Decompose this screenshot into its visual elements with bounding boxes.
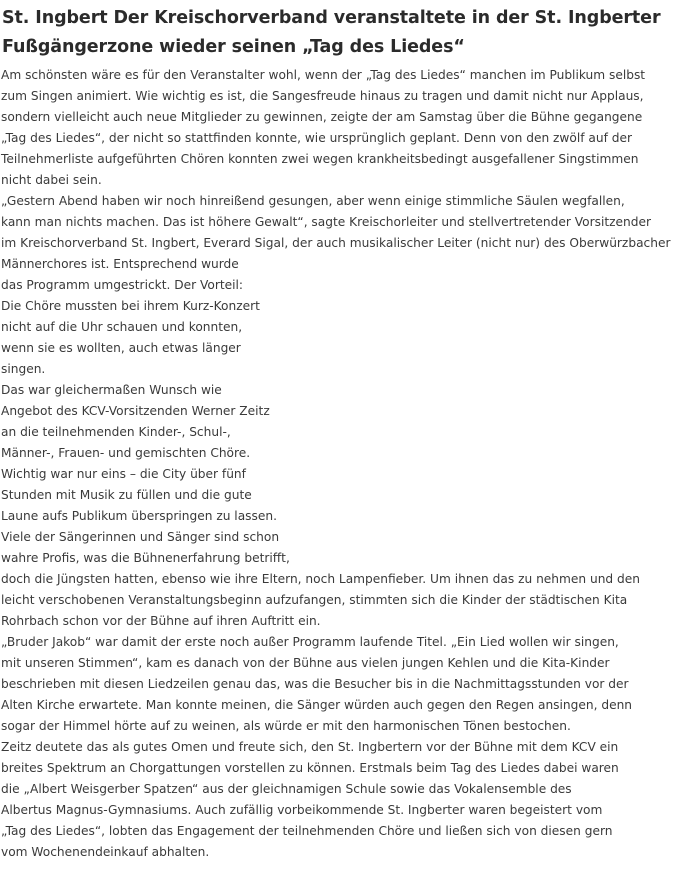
body-line: Rohrbach schon vor der Bühne auf ihren Auftritt ein. [1,614,321,628]
body-line: wahre Profis, was die Bühnenerfahrung betrifft, [1,551,290,565]
body-line: Angebot des KCV-Vorsitzenden Werner Zeitz [1,404,270,418]
body-line: Die Chöre mussten bei ihrem Kurz-Konzert [1,299,260,313]
article-body [0,65,691,863]
body-line: Teilnehmerliste aufgeführten Chören konnten zwei wegen krankheitsbedingt ausgefallener Singstimmen [1,152,639,166]
body-line: „Tag des Liedes“, lobten das Engagement der teilnehmenden Chöre und ließen sich von diesen gern [1,824,613,838]
body-line: nicht dabei sein. [1,173,102,187]
body-line: Laune aufs Publikum überspringen zu lassen. [1,509,277,523]
body-line: im Kreischorverband St. Ingbert, Everard Sigal, der auch musikalischer Leiter (nicht nur) des Oberwürzbacher [1,236,671,250]
body-line: doch die Jüngsten hatten, ebenso wie ihre Eltern, noch Lampenfieber. Um ihnen das zu nehmen und den [1,572,641,586]
body-line: Am schönsten wäre es für den Veranstalter wohl, wenn der „Tag des Liedes“ manchen im Publikum selbst [1,68,646,82]
body-line: sondern vielleicht auch neue Mitglieder zu gewinnen, zeigte der am Samstag über die Bühne gegangene [1,110,643,124]
body-line: Wichtig war nur eins – die City über fünf [1,467,246,481]
body-line: „Bruder Jakob“ war damit der erste noch außer Programm laufende Titel. „Ein Lied wollen wir singen, [1,635,619,649]
headline-line: Fußgängerzone wieder seinen „Tag des Liedes“ [2,37,465,57]
body-line: Alten Kirche erwartete. Man konnte meinen, die Sänger würden auch gegen den Regen ansingen, denn [1,698,633,712]
body-line: breites Spektrum an Chorgattungen vorstellen zu können. Erstmals beim Tag des Liedes dabei waren [1,761,619,775]
body-line: sogar der Himmel hörte auf zu weinen, als würde er mit den harmonischen Tönen bestochen. [1,719,571,733]
body-line: Männer-, Frauen- und gemischten Chöre. [1,446,251,460]
body-line: mit unseren Stimmen“, kam es danach von der Bühne aus vielen jungen Kehlen und die Kita-Kinder [1,656,610,670]
body-line: „Tag des Liedes“, der nicht so stattfinden konnte, wie ursprünglich geplant. Denn von den zwölf auf der [1,131,633,145]
body-line: „Gestern Abend haben wir noch hinreißend gesungen, aber wenn einige stimmliche Säulen wegfallen, [1,194,625,208]
body-line: kann man nichts machen. Das ist höhere Gewalt“, sagte Kreischorleiter und stellvertretender Vorsitzender [1,215,651,229]
headline-line: St. Ingbert Der Kreischorverband veranstaltete in der St. Ingberter [2,8,661,28]
body-line: wenn sie es wollten, auch etwas länger [1,341,241,355]
body-line: singen. [1,362,46,376]
body-line: Viele der Sängerinnen und Sänger sind schon [1,530,280,544]
body-line: vom Wochenendeinkauf abhalten. [1,845,210,859]
body-line: Stunden mit Musik zu füllen und die gute [1,488,252,502]
body-line: das Programm umgestrickt. Der Vorteil: [1,278,244,292]
body-line: Albertus Magnus-Gymnasiums. Auch zufällig vorbeikommende St. Ingberter waren begeistert vom [1,803,603,817]
body-line: Männerchores ist. Entsprechend wurde [1,257,239,271]
body-line: Das war gleichermaßen Wunsch wie [1,383,222,397]
body-line: leicht verschobenen Veranstaltungsbeginn aufzufangen, stimmten sich die Kinder der städtischen Kita [1,593,628,607]
article-headline [0,0,691,62]
body-line: die „Albert Weisgerber Spatzen“ aus der gleichnamigen Schule sowie das Vokalensemble des [1,782,572,796]
body-line: zum Singen animiert. Wie wichtig es ist, die Sangesfreude hinaus zu tragen und damit nicht nur Applaus, [1,89,644,103]
body-line: Zeitz deutete das als gutes Omen und freute sich, den St. Ingbertern vor der Bühne mit dem KCV ein [1,740,619,754]
body-line: nicht auf die Uhr schauen und konnten, [1,320,243,334]
body-line: an die teilnehmenden Kinder-, Schul-, [1,425,231,439]
body-line: beschrieben mit diesen Liedzeilen genau das, was die Besucher bis in die Nachmittagsstunden vor der [1,677,629,691]
